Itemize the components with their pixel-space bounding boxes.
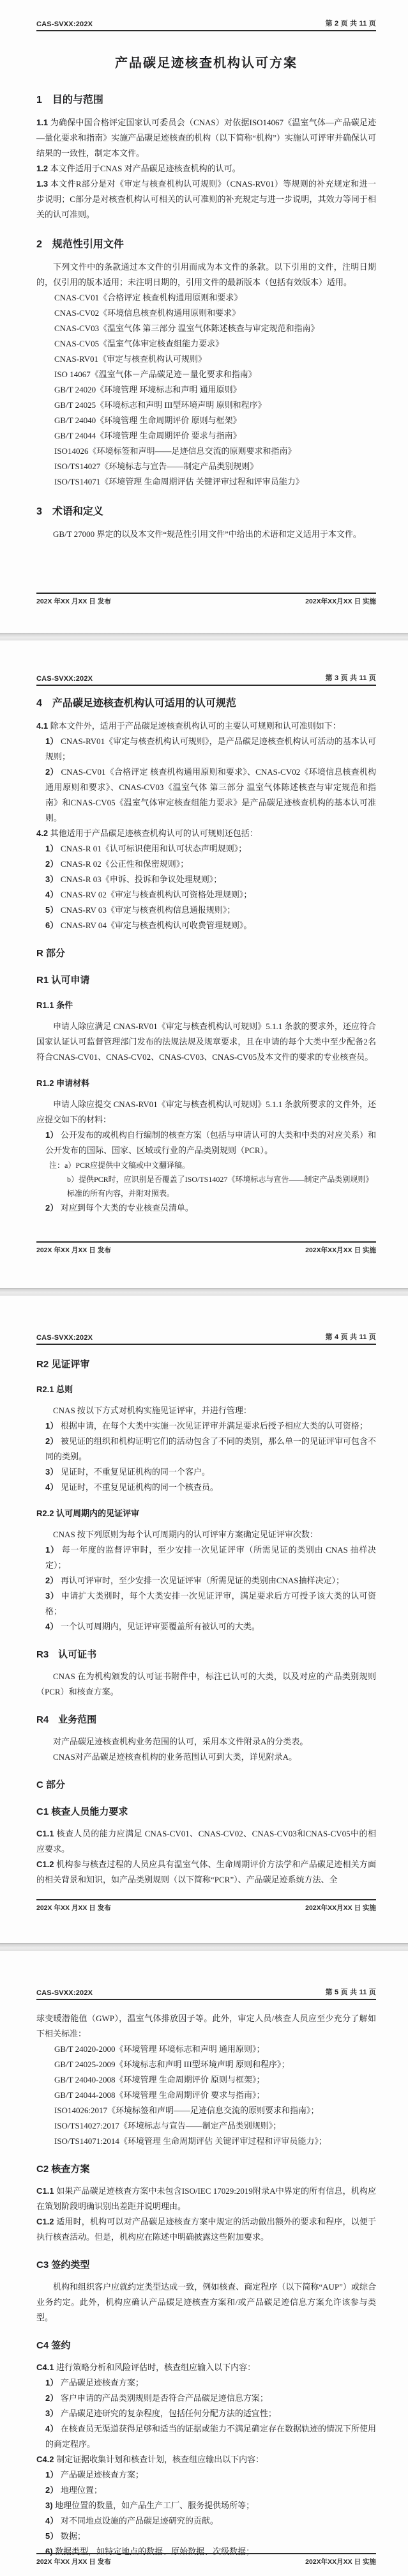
- clause-number: 3）: [45, 874, 61, 884]
- page-header: [36, 1331, 376, 1345]
- clause-number: 2）: [45, 1576, 61, 1585]
- block-h3: R1.1 条件: [36, 1000, 73, 1010]
- doc-code: CAS-SVXX:202X: [36, 1989, 93, 1997]
- clause-number: 3）: [45, 2409, 61, 2418]
- clause-number: 6): [45, 2547, 56, 2556]
- block-li: 1） 每一年度的监督评审时，至少安排一次见证评审（所需见证的类别由 CNAS 抽样决定）；: [45, 1545, 376, 1570]
- block-ref: ISO14026《环境标签和声明——足迹信息交流的原则要求和指南》: [54, 446, 296, 456]
- page-4: [0, 1296, 408, 1943]
- block-h3: R1.2 申请材料: [36, 1078, 90, 1088]
- doc-code: CAS-SVXX:202X: [36, 20, 93, 28]
- page-5: [0, 1951, 408, 2576]
- block-li: 4） CNAS-RV 02《审定与核查机构认可资格处理规则》；: [45, 890, 252, 899]
- block-h2: C1 核查人员能力要求: [36, 1806, 128, 1817]
- block-ref: CNAS-RV01《审定与核查机构认可规则》: [54, 354, 207, 364]
- block-li: 2） CNAS-CV01《合格评定 核查机构通用原则和要求》、CNAS-CV02《环境信息核查机构通用原则和要求》、CNAS-CV03《温室气体 第三部分 温室气体陈述核查与审定规范和指南》和CNAS-CV05《温室气体审定核查组能力要求》是产品碳足迹核查机构的基本认可准则。: [45, 767, 376, 823]
- block-ref: GB/T 24044《环境管理 生命周期评价 要求与指南》: [54, 431, 241, 440]
- block-pi: 下列文件中的条款通过本文件的引用而成为本文件的条款。以下引用的文件，注明日期的，仅引用的版本适用；未注明日期的，引用文件的最新版本（包括有效版本）适用。: [36, 262, 376, 287]
- doc-code: CAS-SVXX:202X: [36, 1334, 93, 1342]
- block-title: 产品碳足迹核查机构认可方案: [115, 56, 298, 70]
- block-ref: GB/T 24025《环境标志和声明 III型环境声明 原则和程序》: [54, 400, 266, 410]
- block-li: 2） 被见证的组织和机构证明它们的活动包含了不同的类别，那么单一的见证评审可包含不同的类别。: [45, 1436, 376, 1461]
- clause-number: 1）: [45, 1545, 62, 1555]
- block-h1: 2 规范性引用文件: [36, 239, 124, 250]
- block-ref: GB/T 24025-2009《环境标志和声明 III型环境声明 原则和程序》；: [54, 2060, 290, 2069]
- block-h2: R2 见证评审: [36, 1359, 90, 1370]
- block-h2: C2 核查方案: [36, 2164, 90, 2175]
- block-p: 4.2 其他适用于产品碳足迹核查机构认可的认可规则还包括：: [36, 828, 258, 838]
- page-2: [0, 0, 408, 633]
- clause-number: 1）: [45, 2470, 61, 2479]
- clause-number: 1）: [45, 1130, 61, 1140]
- block-p: C1.1 核查人员的能力应满足 CNAS-CV01、CNAS-CV02、CNAS-CV03和CNAS-CV05中的相应要求。: [36, 1829, 377, 1854]
- clause-number: 3）: [45, 1467, 61, 1477]
- block-ref: GB/T 24040-2008《环境管理 生命周期评价 原则与框架》；: [54, 2075, 265, 2084]
- page-number: 第 2 页 共 11 页: [325, 20, 376, 27]
- block-li: 4） 见证时，不重复见证机构的同一个核查员。: [45, 1482, 218, 1492]
- block-ref: GB/T 24044-2008《环境管理 生命周期评价 要求与指南》；: [54, 2090, 265, 2100]
- clause-number: 5）: [45, 905, 61, 915]
- implement-date: 202X年XX月XX 日 实施: [305, 1246, 376, 1254]
- block-note2: b）提供PCR时，应识别是否覆盖了ISO/TS14027《环境标志与宣告——制定产品类别规则》标准的所有内容，并附对照表。: [67, 1175, 374, 1198]
- block-li: 1） 产品碳足迹核查方案；: [45, 2378, 144, 2387]
- page-header: [36, 18, 376, 31]
- page-body: [0, 0, 408, 542]
- clause-number: 1.3: [36, 179, 50, 189]
- clause-number: 1）: [45, 844, 61, 853]
- block-li: 3） 见证时，不重复见证机构的同一个客户。: [45, 1467, 210, 1477]
- clause-number: C1.2: [36, 1859, 57, 1869]
- clause-number: 5）: [45, 2531, 61, 2541]
- block-ref: ISO/TS14027:2017《环境标志与宣告——制定产品类别规则》；: [54, 2121, 282, 2130]
- implement-date: 202X年XX月XX 日 实施: [305, 598, 376, 605]
- block-li: 3） 产品碳足迹研究的复杂程度，包括任何分配方法的适宜性；: [45, 2409, 276, 2418]
- clause-number: 1.2: [36, 164, 50, 173]
- clause-number: C1.1: [36, 1829, 57, 1838]
- block-pi: 申请人除应提交 CNAS-RV01《审定与核查机构认可规则》5.1.1 条款所要求的文件外，还应提交如下的材料：: [36, 1099, 376, 1124]
- block-h3: R2.1 总则: [36, 1385, 73, 1394]
- block-pi: CNAS对产品碳足迹核查机构的业务范围认可到大类，详见附录A。: [53, 1752, 298, 1762]
- page-body: [0, 1296, 408, 1888]
- page-3: [0, 640, 408, 1288]
- clause-number: 1）: [45, 2378, 61, 2387]
- clause-number: C4.1: [36, 2363, 57, 2372]
- page-number: 第 4 页 共 11 页: [325, 1333, 376, 1341]
- block-ref: CNAS-CV05《温室气体审定核查组能力要求》: [54, 339, 224, 348]
- clause-number: 2）: [45, 2485, 61, 2495]
- block-ref: GB/T 24040《环境管理 生命周期评价 原则与框架》: [54, 415, 241, 425]
- block-li: 2） 客户申请的产品类别规则是否符合产品碳足迹信息方案；: [45, 2393, 268, 2403]
- clause-number: 1）: [45, 1421, 61, 1431]
- block-ref: ISO 14067《温室气体－产品碳足迹－量化要求和指南》: [54, 369, 257, 379]
- page-separator: [0, 1943, 408, 1951]
- clause-number: 3): [45, 2501, 56, 2510]
- block-li: 4） 一个认可周期内，见证评审要覆盖所有被认可的大类。: [45, 1622, 260, 1631]
- block-pi: 机构和组织客户应就约定类型达成一致，例如核查、商定程序（以下简称“AUP”）或综合业务约定。此外，机构应确认产品碳足迹核查方案和/或产品碳足迹信息方案允许该参与类型。: [36, 2282, 376, 2322]
- block-p: C1.2 机构参与核查过程的人员应具有温室气体、生命周期评价方法学和产品碳足迹相关方面的相关背景和知识，如产品类别规则（以下简称“PCR”）、产品碳足迹系统方法、全: [36, 1859, 376, 1884]
- block-ref: GB/T 24020《环境管理 环境标志和声明 通用原则》: [54, 385, 241, 394]
- block-p: 1.1 为确保中国合格评定国家认可委员会（CNAS）对依据ISO14067《温室气体—产品碳足迹—量化要求和指南》实施产品碳足迹核查的机构（以下简称“机构”）实施认可评审并确保认可结果的一致性，制定本文件。: [36, 118, 377, 158]
- block-h3: R2.2 认可周期内的见证评审: [36, 1509, 140, 1518]
- block-li: 5） CNAS-RV 03《审定与核查机构信息通报规则》；: [45, 905, 236, 915]
- clause-number: 4）: [45, 2424, 61, 2433]
- block-pi: CNAS 按下列原则为每个认可周期内的认可评审方案确定见证评审次数：: [53, 1530, 318, 1539]
- block-pi: CNAS 按以下方式对机构实施见证评审，并进行管理：: [53, 1406, 252, 1415]
- block-p: 1.3 本文件R部分是对《审定与核查机构认可规则》（CNAS-RV01）等规则的补充规定和进一步说明；C部分是对核查机构认可相关的认可准则的补充规定与进一步说明，其效力等同于相关的认可准则。: [36, 179, 377, 219]
- publish-date: 202X 年XX 月XX 日 发布: [36, 1904, 111, 1912]
- block-li: 3) 地理位置的数量，如产品生产工厂、服务提供场所等；: [45, 2501, 255, 2510]
- page-body: [0, 1951, 408, 2559]
- clause-number: 1）: [45, 736, 61, 746]
- clause-number: 1.1: [36, 118, 50, 127]
- block-li: 1） 公开发布的或机构自行编制的核查方案（包括与申请认可的大类和中类的对应关系）和公开发布的国际、国家、区域或行业的产品类别规则（PCR）。: [45, 1130, 376, 1155]
- block-li: 6） CNAS-RV 04《审定与核查机构认可收费管理规则》。: [45, 920, 252, 930]
- block-ref: CNAS-CV01《合格评定 核查机构通用原则和要求》: [54, 293, 243, 302]
- block-li: 6) 数据类型，如特定地点的数据、原始数据、次级数据；: [45, 2547, 255, 2556]
- clause-number: 4.1: [36, 721, 50, 731]
- block-h1: 4 产品碳足迹核查机构认可适用的认可规范: [36, 698, 236, 709]
- block-p: 球变暖潜能值（GWP），温室气体排放因子等。此外，审定人员/核查人员应至少充分了解如下相关标准：: [36, 2013, 376, 2038]
- block-ref: ISO14026:2017《环境标签和声明——足迹信息交流的原则要求和指南》；: [54, 2106, 319, 2115]
- block-ref: ISO/TS14071《环境管理 生命周期评估 关键评审过程和评审员能力》: [54, 477, 304, 486]
- block-li: 2） 再认可评审时，至少安排一次见证评审（所需见证的类别由CNAS抽样决定）；: [45, 1576, 345, 1585]
- block-li: 1） CNAS-R 01《认可标识使用和认可状态声明规则》；: [45, 844, 247, 853]
- block-p: 4.1 除本文件外，适用于产品碳足迹核查机构认可的主要认可规则和认可准则如下：: [36, 721, 341, 731]
- clause-number: 4.2: [36, 828, 50, 838]
- clause-number: 2）: [45, 2393, 61, 2403]
- clause-number: 6）: [45, 920, 61, 930]
- page-separator: [0, 633, 408, 640]
- block-note: 注：a）PCR应提供中文稿或中文翻译稿。: [49, 1161, 190, 1170]
- block-li: 1） 根据申请，在每个大类中实施一次见证评审并满足要求后授予相应大类的认可资格；: [45, 1421, 368, 1431]
- clause-number: 2）: [45, 1203, 61, 1213]
- doc-code: CAS-SVXX:202X: [36, 675, 93, 683]
- block-pi: CNAS 在为机构颁发的认可证书附件中，标注已认可的大类，以及对应的产品类别规则（PCR）和核查方案。: [36, 1672, 376, 1696]
- block-pi: 对产品碳足迹核查机构业务范围的认可，采用本文件附录A的分类表。: [53, 1737, 308, 1746]
- block-pi: GB/T 27000 界定的以及本文件“规范性引用文件”中给出的术语和定义适用于本文件。: [53, 529, 361, 539]
- block-li: 4） 对不同地点设施的产品碳足迹研究的贡献。: [45, 2516, 218, 2526]
- block-h2: C4 签约: [36, 2340, 71, 2351]
- page-footer: [36, 1241, 376, 1255]
- clause-number: 4）: [45, 1622, 61, 1631]
- publish-date: 202X 年XX 月XX 日 发布: [36, 598, 111, 605]
- block-h2: R 部分: [36, 948, 66, 959]
- block-li: 2） 对应到每个大类的专业核查员清单。: [45, 1203, 193, 1213]
- page-header: [36, 672, 376, 686]
- page-body: [0, 640, 408, 1216]
- block-p: 1.2 本文件适用于CNAS 对产品碳足迹核查机构的认可。: [36, 164, 241, 173]
- block-p: C4.1 进行策略分析和风险评估时，核查组应输入以下内容：: [36, 2363, 256, 2372]
- clause-number: 2）: [45, 767, 61, 777]
- block-h1: 3 术语和定义: [36, 506, 103, 517]
- implement-date: 202X年XX月XX 日 实施: [305, 2558, 376, 2566]
- block-h2: C 部分: [36, 1780, 66, 1790]
- block-ref: CNAS-CV02《环境信息核查机构通用原则和要求》: [54, 308, 241, 318]
- publish-date: 202X 年XX 月XX 日 发布: [36, 2558, 111, 2566]
- page-number: 第 5 页 共 11 页: [325, 1989, 376, 1996]
- block-p: C1.2 适用时，机构可以对产品碳足迹核查方案中规定的活动做出额外的要求和程序，以便于执行核查活动。但是，机构应在陈述中明确披露这些附加要求。: [36, 2217, 376, 2242]
- block-li: 3） 申请扩大类别时，每个大类安排一次见证评审，满足要求后方可授予该大类的认可资格；: [45, 1591, 376, 1616]
- page-header: [36, 1987, 376, 2000]
- page-footer: [36, 593, 376, 606]
- page-footer: [36, 1899, 376, 1913]
- clause-number: 4）: [45, 890, 61, 899]
- publish-date: 202X 年XX 月XX 日 发布: [36, 1246, 111, 1254]
- implement-date: 202X年XX月XX 日 实施: [305, 1904, 376, 1912]
- block-h2: R1 认可申请: [36, 975, 90, 986]
- block-ref: GB/T 24020-2000《环境管理 环境标志和声明 通用原则》；: [54, 2044, 265, 2054]
- clause-number: 4）: [45, 1482, 61, 1492]
- block-li: 2） 地理位置；: [45, 2485, 102, 2495]
- block-ref: ISO/TS14071:2014《环境管理 生命周期评估 关键评审过程和评审员能力》；: [54, 2136, 327, 2146]
- clause-number: 3）: [45, 1591, 61, 1601]
- block-p: C1.1 如果产品碳足迹核查方案中未包含ISO/IEC 17029:2019附录A中界定的所有信息，机构应在策划阶段明确识别出差距并说明理由。: [36, 2186, 376, 2211]
- page-separator: [0, 1288, 408, 1296]
- block-li: 1） CNAS-RV01《审定与核查机构认可规则》，是产品碳足迹核查机构认可活动的基本认可规则；: [45, 736, 376, 761]
- clause-number: C4.2: [36, 2455, 57, 2464]
- block-h2: R4 业务范围: [36, 1714, 97, 1725]
- block-h1: 1 目的与范围: [36, 95, 103, 105]
- page-footer: [36, 2553, 376, 2566]
- block-li: 2） CNAS-R 02《公正性和保密规则》；: [45, 859, 189, 869]
- clause-number: 2）: [45, 1436, 61, 1446]
- block-li: 5） 数据；: [45, 2531, 86, 2541]
- block-h2: R3 认可证书: [36, 1649, 97, 1660]
- block-ref: ISO/TS14027《环境标志与宣告——制定产品类别规则》: [54, 462, 259, 471]
- clause-number: 4）: [45, 2516, 61, 2526]
- block-li: 1） 产品碳足迹核查方案；: [45, 2470, 144, 2479]
- block-h2: C3 签约类型: [36, 2260, 90, 2270]
- clause-number: C1.2: [36, 2217, 57, 2226]
- clause-number: C1.1: [36, 2186, 57, 2196]
- page-number: 第 3 页 共 11 页: [325, 674, 376, 682]
- block-p: C4.2 制定证据收集计划和核查计划，核查组应输出以下内容：: [36, 2455, 264, 2464]
- block-li: 3） CNAS-R 03《申诉、投诉和争议处理规则》；: [45, 874, 222, 884]
- block-pi: 申请人除应满足 CNAS-RV01《审定与核查机构认可规则》5.1.1 条款的要求外，还应符合国家认证认可监督管理部门发布的法规法规及规章要求，且在申请的每个大类中至少配备2名符合CNAS-CV01、CNAS-CV02、CNAS-CV03、CNAS-CV05及本文件的要求的专业核查员。: [36, 1021, 376, 1062]
- block-li: 4） 在核查员无渠道获得足够和适当的证据或能力不满足确定存在数据轨迹的情况下所使用的商定程序。: [45, 2424, 376, 2449]
- clause-number: 2）: [45, 859, 61, 869]
- block-ref: CNAS-CV03《温室气体 第三部分 温室气体陈述核查与审定规范和指南》: [54, 323, 319, 333]
